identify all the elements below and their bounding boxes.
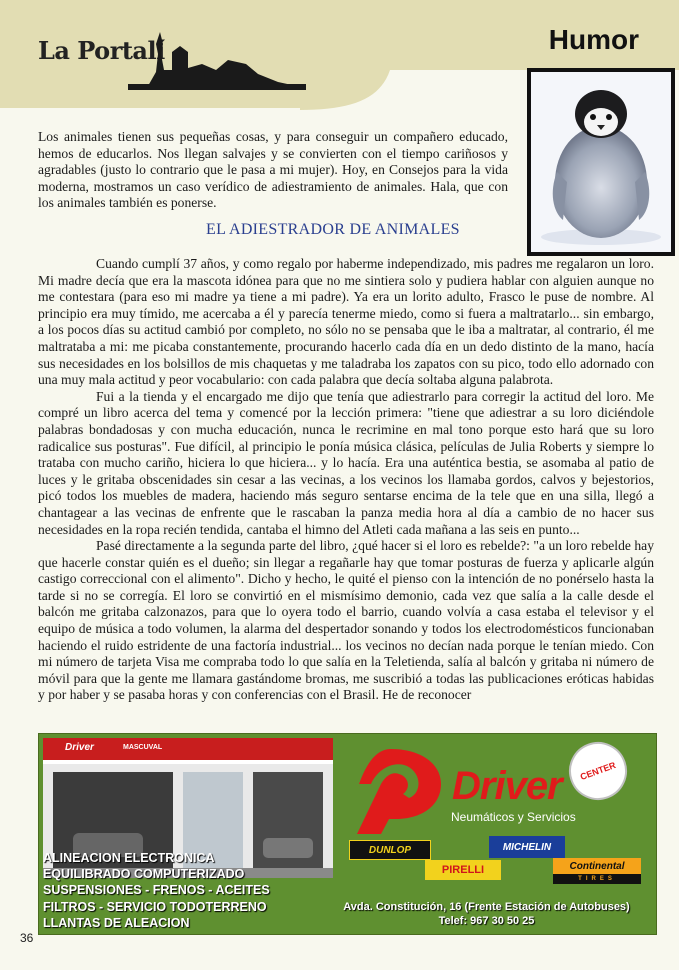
paragraph: Fui a la tienda y el encargado me dijo que tenía que adiestrarlo para corregir la actitud del loro. Me compré un libro acerca del tema y comencé por la lección primera: "tiene que adiestrar a su loro diciéndole palabras bondadosas y con mucha educación, nunca le recrimine en mal tono porque esto hará que su loro radicalice sus posturas". Fue difícil, al principio le ponía música clásica, películas de Julia Roberts y siempre lo trataba con mucho cariño, hiciera lo que hiciera... y lo hacía. Era una auténtica bestia, se asomaba al patio de luces y le gritaba obscenidades sin cesar a las vecinas, a los vecinos los llamaba gordos, calvos y bejestorios, picó todos los muebles de madera, haciendo más seguro sentarse encima de la tele que en una silla, llegó a chantagear a las vecinas de enfrente que le rascaban la panza media hora al día a cambio de no hacer sus necesidades en la ropa recién tendida, cantaba el himno del Atleti cada mañana a las seis en punto... xyxy=(38,388,654,537)
dunlop-logo: DUNLOP xyxy=(349,840,431,860)
driver-logo-icon xyxy=(351,744,451,834)
continental-tires-label: TIRES xyxy=(553,874,641,884)
shop-sign-mascuval: MASCUVAL xyxy=(123,744,163,751)
ad-address xyxy=(319,900,654,928)
intro-paragraph: Los animales tienen sus pequeñas cosas, y para conseguir un compañero educado, hemos de educarlos. Nos llegan salvajes y se convierten con el tiempo cariñosos y agradables (justo lo contrario que le pasa a mi mujer). Hoy, en Consejos para la vida moderna, mostramos un caso verídico de adiestramiento de animales. Hala, que con los animales también es ponerse. xyxy=(38,129,508,210)
driver-brand: Driver xyxy=(452,764,562,808)
section-title: Humor xyxy=(548,24,639,55)
service-item: SUSPENSIONES - FRENOS - ACEITES xyxy=(43,883,270,898)
service-item: EQUILIBRADO COMPUTERIZADO xyxy=(43,867,245,882)
page-number: 36 xyxy=(20,931,34,945)
driver-tagline: Neumáticos y Servicios xyxy=(451,810,576,824)
ad-services-list xyxy=(43,850,270,931)
address-line: Avda. Constitución, 16 (Frente Estación de Autobuses) xyxy=(343,901,630,913)
skyline-logo-graphic xyxy=(128,24,308,94)
penguin-image xyxy=(527,68,675,256)
pirelli-logo: PIRELLI xyxy=(425,860,501,880)
magazine-logo: La Portalí xyxy=(38,36,165,65)
article-body xyxy=(38,256,654,704)
service-item: LLANTAS DE ALEACION xyxy=(43,915,190,930)
phone-line: Telef: 967 30 50 25 xyxy=(438,915,535,927)
shop-sign-driver: Driver xyxy=(65,742,94,753)
service-item: ALINEACION ELECTRONICA xyxy=(43,851,215,865)
continental-logo: Continental xyxy=(553,858,641,874)
story-title: EL ADIESTRADOR DE ANIMALES xyxy=(206,221,460,238)
paragraph: Pasé directamente a la segunda parte del libro, ¿qué hacer si el loro es rebelde?: "a un loro rebelde hay que hacerle constar quién es el dueño; sin llegar a regañarle hay que tomar posturas de fuerza y aplicarle algún castigo correccional con el alimento". Dicho y hecho, le quité el pienso con la intención de no ponérselo hasta la tarde si no se corregía. El loro se convirtió en el mismísimo demonio, cada vez que salía a la calle desde el balcón me gritaba calzonazos, para que lo oyera todo el barrio, cuando volvía a casa estaba el televisor y el equipo de música a todo volumen, la alarma del despertador sonando y todos los electrodomésticos funcionaban haciendo el ruido estridente de una factoría industrial... los vecinos no decían nada porque le tenían miedo. Con mi número de tarjeta Visa me compraba todo lo que salía en la Teletienda, salía al balcón y gritaba ni número de móvil para que la gente me llamara gastándome bromas, me suscribió a todas las publicaciones eróticas habidas y por haber y se pasaba horas y con conferencias con el Brasil. He de reconocer xyxy=(38,538,654,703)
paragraph: Cuando cumplí 37 años, y como regalo por haberme independizado, mis padres me regalaron un loro. Mi madre decía que era la mascota idónea para que no me sintiera solo y pudiera hablar con alguien aunque no me contestara (para eso mi madre ya tiene a mi padre). Ya era un lorito adulto, Frasco le puse de nombre. Al principio era muy tímido, me acercaba a él y parecía tenerme miedo, como si fuera a maltratarlo... sin embargo, a los pocos días su actitud cambió por completo, no sólo no se pensaba que le iba a maltratar, al contrario, él me maltrataba a mi: me picaba constantemente, procurando hacerlo cada día en un dedo distinto de la mano, hacía sus necesidades en los bolsillos de mis chaquetas y me taladraba los zapatos con su pico, todo ello adornado con una muy mala actitud y peor vocabulario: con cada palabra que decía soltaba alguna palabrota. xyxy=(38,256,654,388)
penguin-icon xyxy=(531,72,671,252)
michelin-logo: MICHELIN xyxy=(489,836,565,858)
center-badge: CENTER xyxy=(561,734,635,808)
service-item: FILTROS - SERVICIO TODOTERRENO xyxy=(43,899,267,914)
driver-advertisement xyxy=(38,733,657,935)
